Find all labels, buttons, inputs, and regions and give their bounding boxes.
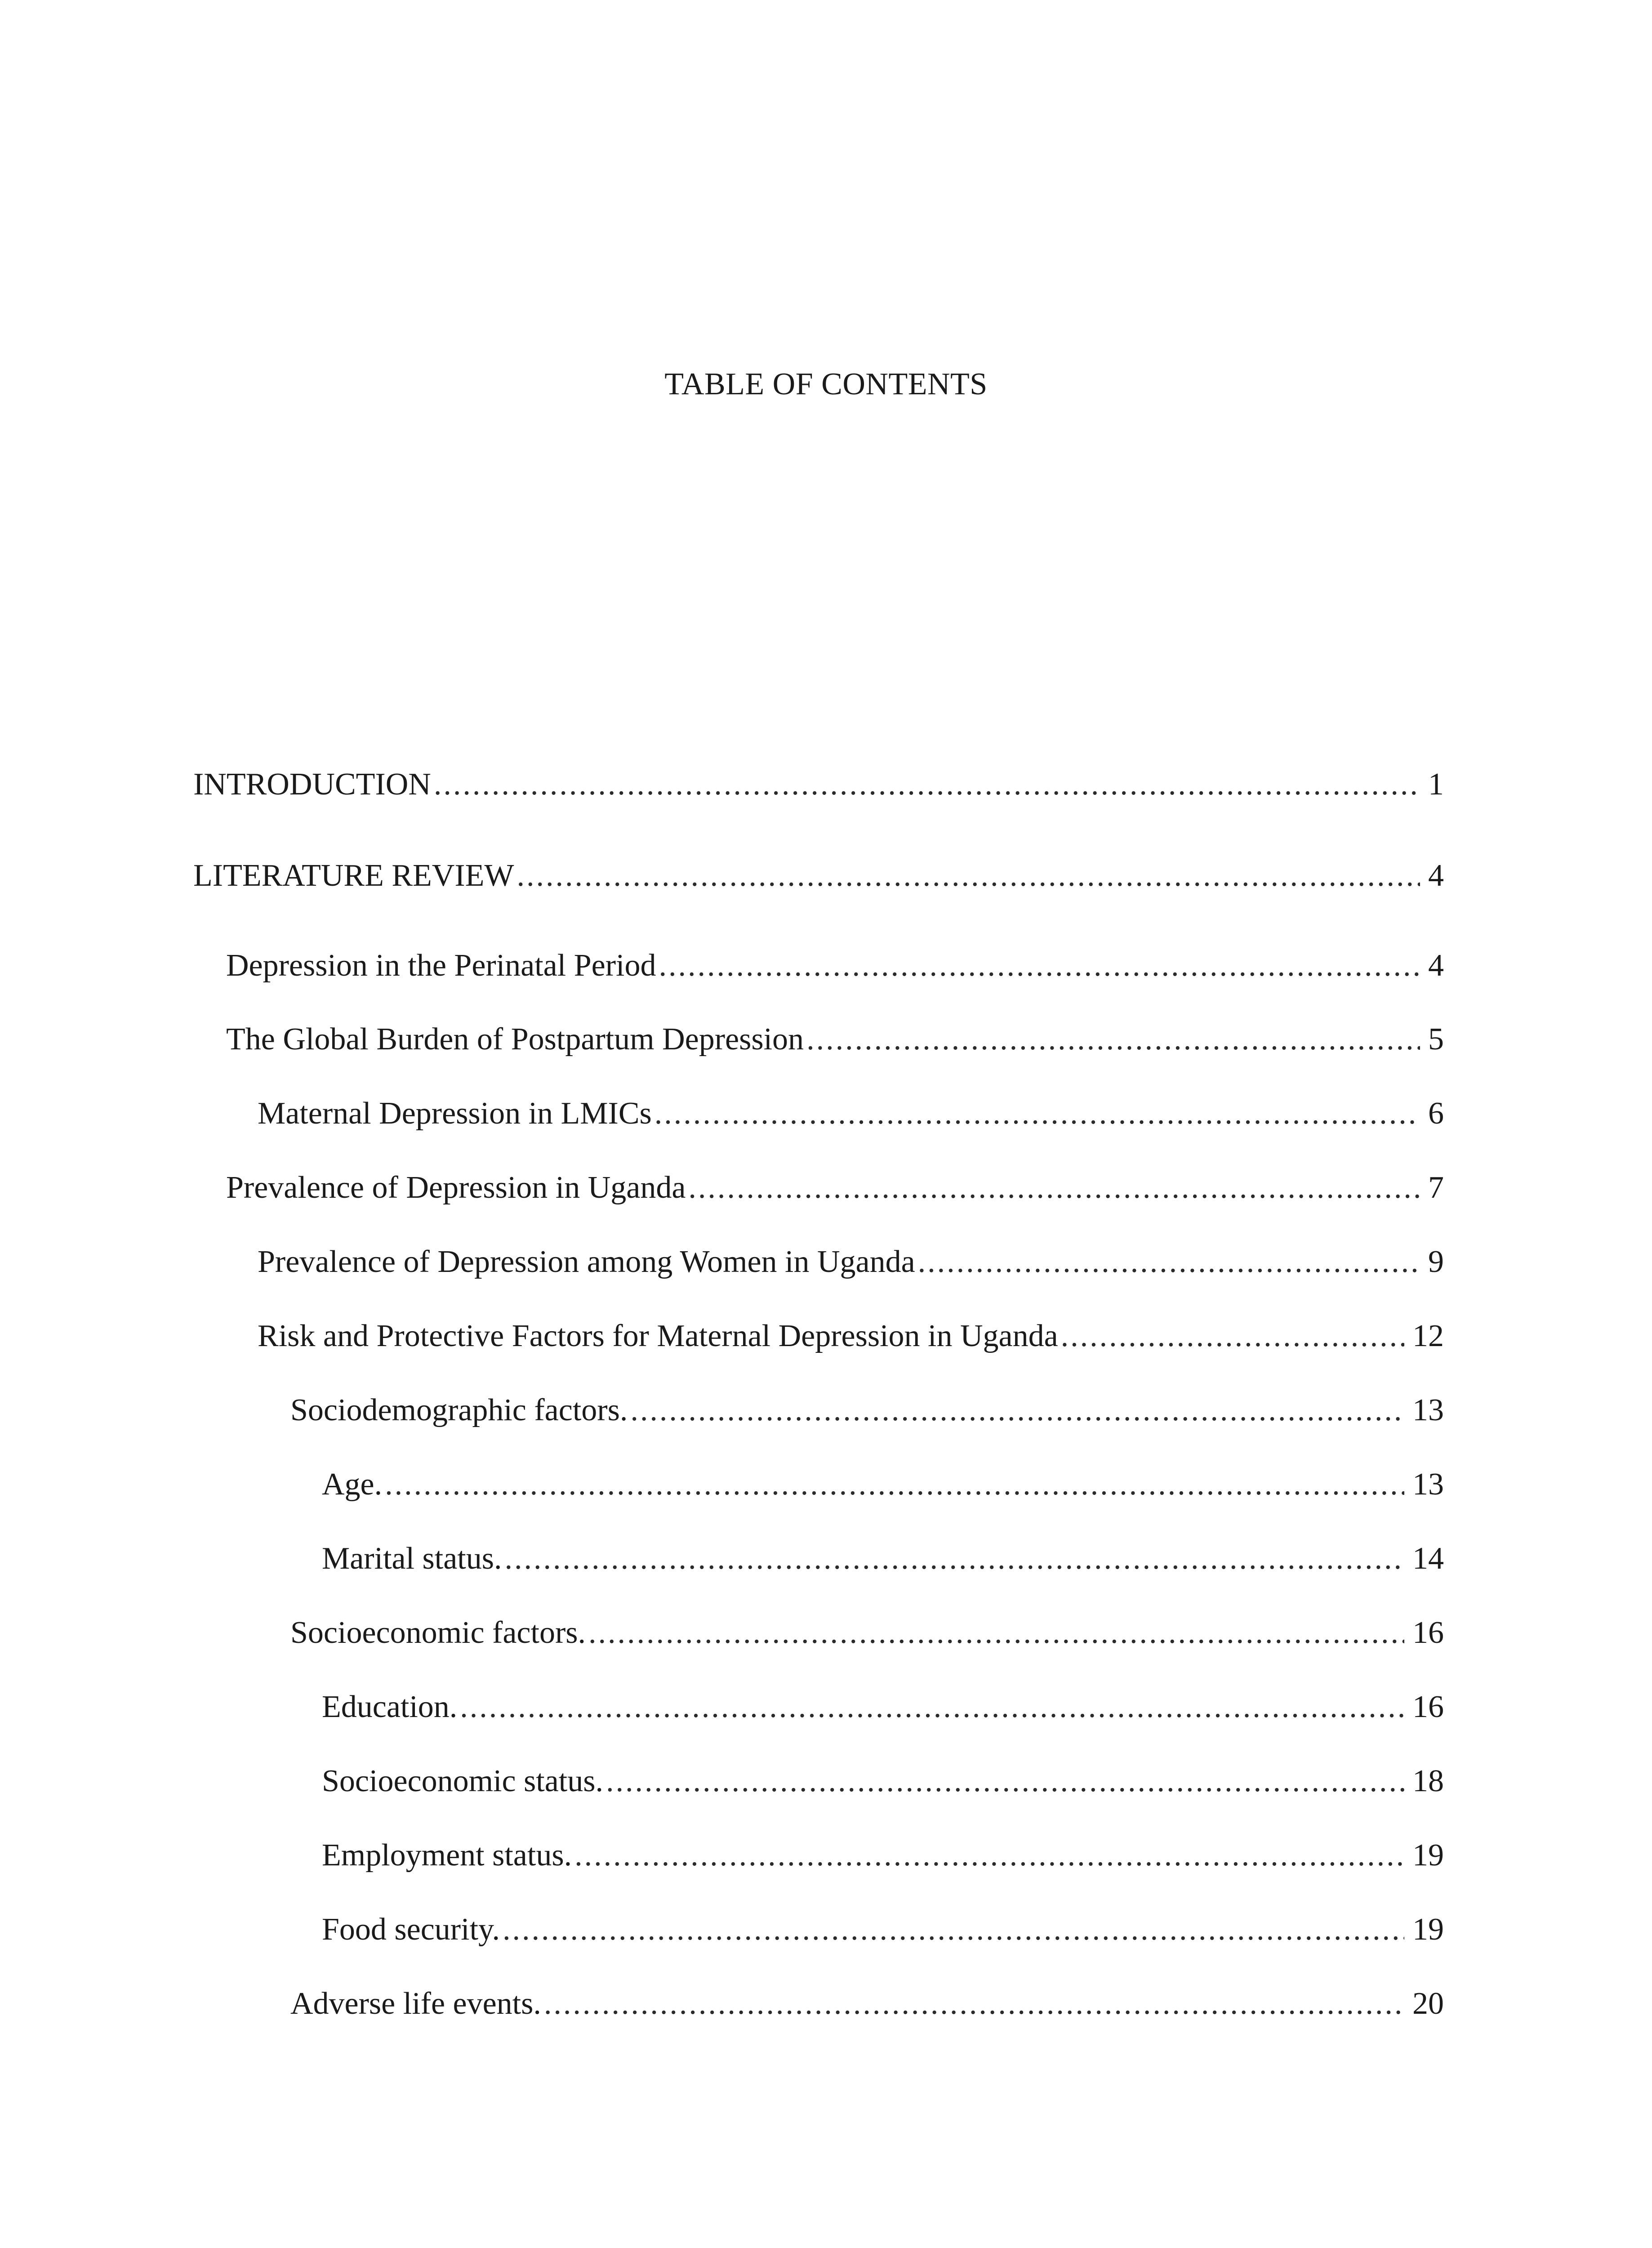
toc-page-number: 1 [1428, 767, 1444, 802]
toc-entry-introduction[interactable] [193, 764, 1444, 805]
dot-leader [630, 1390, 1404, 1431]
dot-leader [688, 1168, 1420, 1208]
toc-entry-socioeconomic-status[interactable] [322, 1761, 1444, 1802]
dot-leader [655, 1093, 1420, 1134]
toc-entry-maternal-depression-lmics[interactable] [258, 1093, 1444, 1134]
toc-entry-prevalence-uganda[interactable] [226, 1168, 1444, 1208]
dot-leader [574, 1835, 1404, 1876]
toc-entry-label: LITERATURE REVIEW [193, 858, 514, 893]
toc-entry-education[interactable] [322, 1687, 1444, 1727]
toc-entry-depression-perinatal[interactable] [226, 946, 1444, 986]
toc-page-number: 18 [1412, 1764, 1444, 1798]
toc-entry-global-burden[interactable] [226, 1019, 1444, 1060]
dot-leader [503, 1909, 1404, 1950]
toc-entry-label: Depression in the Perinatal Period [226, 948, 656, 983]
toc-page-number: 6 [1428, 1096, 1444, 1131]
toc-entry-label: Employment status. [322, 1838, 572, 1873]
toc-entry-employment-status[interactable] [322, 1835, 1444, 1876]
toc-page-number: 12 [1412, 1319, 1444, 1353]
dot-leader [544, 1984, 1404, 2024]
page-title: TABLE OF CONTENTS [664, 367, 988, 401]
toc-page-number: 14 [1412, 1541, 1444, 1576]
toc-entry-label: Adverse life events. [290, 1986, 541, 2021]
toc-entry-label: INTRODUCTION [193, 767, 431, 802]
toc-entry-label: Risk and Protective Factors for Maternal Depression in Uganda [258, 1319, 1058, 1353]
dot-leader [1061, 1316, 1404, 1356]
toc-page-number: 19 [1412, 1912, 1444, 1947]
toc-entry-socioeconomic-factors[interactable] [290, 1613, 1444, 1653]
toc-page-number: 4 [1428, 948, 1444, 983]
toc-page-number: 9 [1428, 1244, 1444, 1279]
toc-entry-food-security[interactable] [322, 1909, 1444, 1950]
dot-leader [460, 1687, 1404, 1727]
toc-entry-label: Prevalence of Depression in Uganda [226, 1170, 686, 1205]
toc-entry-label: Sociodemographic factors. [290, 1393, 628, 1427]
toc-entry-label: The Global Burden of Postpartum Depression [226, 1022, 804, 1057]
toc-page-number: 13 [1412, 1467, 1444, 1502]
dot-leader [434, 764, 1420, 805]
toc-entry-label: Prevalence of Depression among Women in Uganda [258, 1244, 915, 1279]
toc-entry-label: Food security. [322, 1912, 500, 1947]
toc-page-number: 5 [1428, 1022, 1444, 1057]
toc-page-number: 16 [1412, 1615, 1444, 1650]
dot-leader [659, 946, 1420, 986]
dot-leader [588, 1613, 1404, 1653]
toc-page-number: 16 [1412, 1690, 1444, 1724]
dot-leader [918, 1242, 1420, 1282]
toc-entry-label: Education. [322, 1690, 458, 1724]
toc-entry-label: Socioeconomic status. [322, 1764, 604, 1798]
dot-leader [806, 1019, 1420, 1060]
toc-entry-label: Age. [322, 1467, 383, 1502]
dot-leader [385, 1464, 1404, 1505]
toc-entry-literature-review[interactable] [193, 856, 1444, 896]
dot-leader [517, 856, 1420, 896]
toc-page-number: 19 [1412, 1838, 1444, 1873]
toc-page-number: 4 [1428, 858, 1444, 893]
toc-entry-prevalence-women-uganda[interactable] [258, 1242, 1444, 1282]
toc-entry-adverse-life-events[interactable] [290, 1984, 1444, 2024]
toc-page-number: 13 [1412, 1393, 1444, 1427]
dot-leader [504, 1539, 1404, 1579]
toc-entry-label: Marital status. [322, 1541, 502, 1576]
toc-entry-risk-protective-factors[interactable] [258, 1316, 1444, 1356]
toc-entry-label: Socioeconomic factors. [290, 1615, 586, 1650]
dot-leader [606, 1761, 1404, 1802]
toc-entry-marital-status[interactable] [322, 1539, 1444, 1579]
toc-entry-sociodemographic-factors[interactable] [290, 1390, 1444, 1431]
toc-entry-label: Maternal Depression in LMICs [258, 1096, 652, 1131]
toc-page-number: 7 [1428, 1170, 1444, 1205]
toc-page-number: 20 [1412, 1986, 1444, 2021]
toc-entry-age[interactable] [322, 1464, 1444, 1505]
